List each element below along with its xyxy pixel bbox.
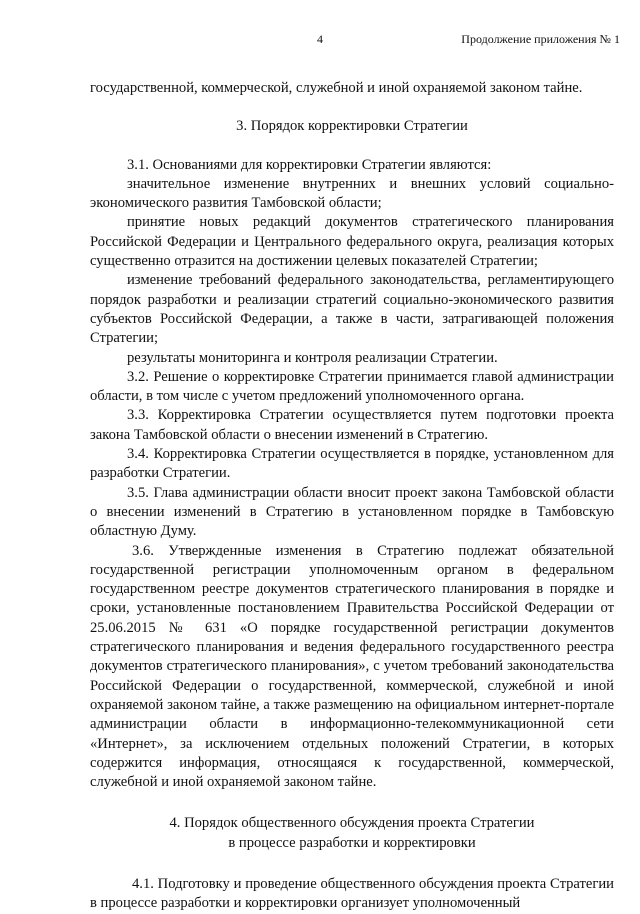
paragraph-3-4: 3.4. Корректировка Стратегии осуществляется в порядке, установленном для разработки Стратегии. — [90, 446, 614, 482]
carryover-paragraph: государственной, коммерческой, служебной и иной охраняемой законом тайне. — [90, 80, 583, 96]
paragraph-3-1: 3.1. Основаниями для корректировки Стратегии являются: — [127, 156, 492, 173]
basis-item-1: значительное изменение внутренних и внешних условий социально-экономического развития Тамбовской области; — [90, 175, 614, 212]
section-3-heading: 3. Порядок корректировки Стратегии — [236, 118, 468, 135]
basis-item-4: результаты мониторинга и контроля реализации Стратегии. — [127, 349, 498, 366]
paragraph-3-6: 3.6. Утвержденные изменения в Стратегию подлежат обязательной государственной регистрации уполномоченным органом в федеральном государственном реестре документов стратегического планирования в порядке и сроки, установленные постановлением Правительства Российской Федерации от 25.06.2015 № 631 «О порядке государственной регистрации документов стратегического планирования и ведения федерального государственного реестра документов стратегического планирования», с учетом требований законодательства Российской Федерации о государственной, коммерческой, служебной и иной охраняемой законом тайне, а также размещению на официальном интернет-портале администрации области в информационно-телекоммуникационной сети «Интернет», за исключением отдельных положений Стратегии, в которых содержится информация, относящаяся к государственной, коммерческой, служебной и иной охраняемой законом тайне. — [90, 542, 614, 791]
appendix-continuation-label: Продолжение приложения № 1 — [461, 32, 620, 46]
section-4-heading-line-1: 4. Порядок общественного обсуждения проекта Стратегии — [169, 815, 535, 832]
paragraph-3-2: 3.2. Решение о корректировке Стратегии принимается главой администрации области, в том числе с учетом предложений уполномоченного органа. — [90, 368, 614, 405]
paragraph-3-3: 3.3. Корректировка Стратегии осуществляется путем подготовки проекта закона Тамбовской области о внесении изменений в Стратегию. — [90, 407, 614, 443]
page-number: 4 — [317, 32, 323, 46]
basis-item-3: изменение требований федерального законодательства, регламентирующего порядок разработки и реализации стратегий социально-экономического развития субъектов Российской Федерации, а также в части, затрагивающей положения Стратегии; — [90, 272, 614, 347]
paragraph-3-5: 3.5. Глава администрации области вносит проект закона Тамбовской области о внесении изменений в Стратегию в установленном порядке в Тамбовскую областную Думу. — [90, 484, 614, 540]
section-4-heading-line-2: в процессе разработки и корректировки — [228, 834, 476, 851]
basis-item-2: принятие новых редакций документов стратегического планирования Российской Федерации и Центрального федерального округа, реализация которых существенно отразится на достижении целевых показателей Стратегии; — [90, 214, 614, 270]
paragraph-4-1: 4.1. Подготовку и проведение общественного обсуждения проекта Стратегии в процессе разработки и корректировки организует уполномоченный — [90, 875, 614, 912]
document-body — [90, 79, 614, 914]
